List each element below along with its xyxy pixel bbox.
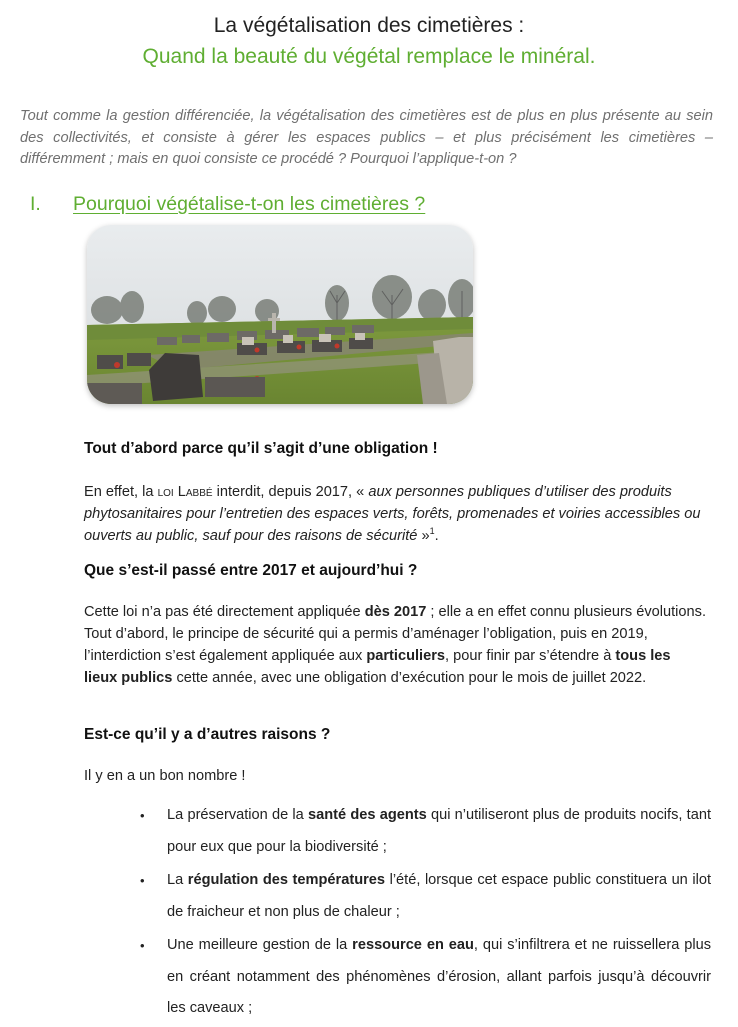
list-item [140,865,711,928]
text-segment: qui n’utiliseront plus de produits nocifs, tant pour eux que pour la biodiversité ; [167,807,711,855]
document-subtitle: Quand la beauté du végétal remplace le minéral. [142,45,596,68]
text-segment: Cette loi n’a pas été directement appliquée [84,604,365,620]
text-segment: En effet, la [84,484,158,500]
bullet-icon: • [140,808,145,823]
bold-segment: santé des agents [308,807,427,823]
paragraph-loi-labbe [84,481,706,547]
text-segment: La [167,872,188,888]
document-title: La végétalisation des cimetières : [213,14,525,37]
law-quote: aux personnes publiques d’utiliser des produits phytosanitaires pour l’entretien des espaces verts, forêts, promenades et voiries accessibles ou ouverts au public, sauf pour des raisons de sécurité [84,484,701,544]
intro-paragraph: Tout comme la gestion différenciée, la végétalisation des cimetières est de plus en plus présente au sein des collectivités, et consiste à gérer les espaces publics – et plus précisément les cimetières – différemment ; mais en quoi consiste ce procédé ? Pourquoi l’applique-t-on ? [20,108,713,167]
cemetery-photo [87,225,473,404]
text-segment: La préservation de la [167,807,308,823]
list-item [140,800,711,863]
text-segment: , pour finir par s’étendre à [445,648,616,664]
heading-other-reasons: Est-ce qu’il y a d’autres raisons ? [84,726,331,743]
paragraph-other-reasons-intro: Il y en a un bon nombre ! [84,768,246,784]
text-segment: » [417,528,430,544]
text-segment: . [434,528,439,544]
list-item [140,930,711,1025]
paragraph-evolution [84,601,706,689]
text-segment: ; elle a en effet connu plusieurs évolutions. Tout d’abord, le principe de sécurité qui a permis d’aménager l’obligation, puis en 2019, l’interdiction s’est également appliquée aux [84,604,707,664]
section-number: I. [30,193,41,215]
text-segment: , qui s’infiltrera et ne ruissellera plus en créant notamment des phénomènes d’érosion, allant parfois jusqu’à découvrir les caveaux ; [167,937,712,1016]
bold-segment: particuliers [366,648,446,664]
heading-evolution: Que s’est-il passé entre 2017 et aujourd’hui ? [84,562,418,579]
text-segment: Une meilleure gestion de la [167,937,353,953]
text-segment: cette année, avec une obligation d’exécution pour le mois de juillet 2022. [172,670,647,686]
section-heading [30,193,425,216]
text-segment: l’été, lorsque cet espace public constituera un ilot de fraicheur et non plus de chaleur ; [167,872,712,920]
law-name: loi Labbé [157,484,213,500]
footnote-reference[interactable]: 1 [429,526,435,537]
heading-obligation: Tout d’abord parce qu’il s’agit d’une obligation ! [84,440,438,457]
reasons-list [140,800,711,1027]
text-segment: interdit, depuis 2017, « [212,484,369,500]
bold-segment: ressource en eau [352,937,474,953]
bold-segment: dès 2017 [364,604,427,620]
bold-segment: régulation des températures [187,872,386,888]
cemetery-photo-image [87,225,473,404]
bold-segment: tous les lieux publics [84,648,671,686]
section-title: Pourquoi végétalise-t-on les cimetières ? [73,193,426,215]
bullet-icon: • [140,938,145,953]
bullet-icon: • [140,873,145,888]
